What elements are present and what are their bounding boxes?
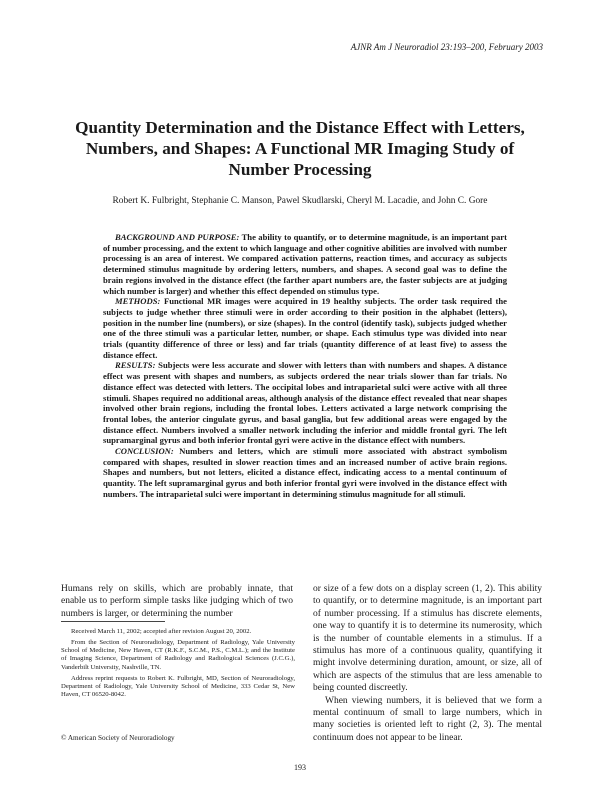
- page-number: 193: [294, 763, 306, 772]
- abstract-conclusion-text: Numbers and letters, which are stimuli more associated with abstract symbolism compared with shapes, resulted in slower reaction times and an increased number of active brain regions. Shapes and numbers, but not letters, elicited a distance effect, indicating access to a mental continuum of quantity. The left supramarginal gyrus and both inferior frontal gyri were involved in the distance effect with numbers. The intraparietal sulci were important in determining stimulus magnitude for all stimuli.: [103, 446, 507, 499]
- abstract-background-label: BACKGROUND AND PURPOSE:: [115, 232, 240, 242]
- abstract-conclusion-label: CONCLUSION:: [115, 446, 174, 457]
- abstract-methods-label: METHODS:: [115, 296, 161, 307]
- abstract-methods: [103, 296, 507, 360]
- body-paragraph: or size of a few dots on a display screen (1, 2). This ability to quantify, or to determine magnitude, is an important part of number processing. If a stimulus has discrete elements, one way to quantify it is to determine its numerosity, which is the number of countable elements in a stimulus. If a stimulus has more of a continuous quality, quantifying it might involve determining duration, amount, or size, all of which are aspects of the stimulus that are less amenable to being counted discreetly.: [313, 584, 542, 694]
- abstract-conclusion: [103, 446, 507, 500]
- abstract-results: [103, 360, 507, 446]
- footnote-received: Received March 11, 2002; accepted after revision August 20, 2002.: [71, 628, 252, 635]
- intro-paragraph: Humans rely on skills, which are probably innate, that enable us to perform simple tasks like judging which of two numbers is larger, or determining the number: [61, 584, 293, 619]
- abstract-background: [103, 232, 507, 296]
- abstract-results-text: Subjects were less accurate and slower with letters than with numbers and shapes. A distance effect was present with shapes and numbers, as subjects ordered the near trials slower than far trials. No distance effect was detected with letters. The occipital lobes and intraparietal sulci were active with all three stimuli. Shapes required no additional areas, although analysis of the distance effect revealed that near shapes involved other brain regions, including the frontal lobes. Letters activated a large network comprising the frontal lobes, the anterior cingulate gyrus, and basal ganglia, but few additional areas were engaged by the distance effect. Numbers involved a smaller network including the inferior and middle frontal gyri. The left supramarginal gyrus and both inferior frontal gyri were active in the distance effect with numbers.: [103, 360, 507, 446]
- footnotes: [61, 628, 295, 702]
- abstract-background-text: The ability to quantify, or to determine magnitude, is an important part of number processing, and the extent to which language and other cognitive abilities are involved with number processing is an area of interest. We compared activation patterns, reaction times, and accuracy as subjects determined stimulus magnitude by ordering letters, numbers, and shapes. A second goal was to define the brain regions involved in the distance effect (the farther apart numbers are, the faster subjects are at judging which number is larger) and whether this effect depended on stimulus type.: [103, 232, 508, 296]
- body-column-right: [313, 583, 542, 744]
- abstract-methods-text: Functional MR images were acquired in 19 healthy subjects. The order task required the subjects to judge whether three stimuli were in order according to their position in the alphabet (letters), position in the number line (numbers), or size (shapes). In the control (identify task), subjects judged whether one of the three stimuli was a particular letter, number, or shape. Each stimulus type was divided into near trials (quantity difference of three or less) and far trials (quantity difference of at least five) to assess the distance effect.: [103, 296, 507, 360]
- copyright-notice: © American Society of Neuroradiology: [61, 734, 175, 742]
- journal-citation: AJNR Am J Neuroradiol 23:193–200, February 2003: [350, 42, 543, 52]
- abstract: [103, 232, 507, 500]
- body-column-left: [61, 583, 293, 620]
- body-paragraph: When viewing numbers, it is believed that we form a mental continuum of small to large numbers, which in many societies is oriented left to right (2, 3). The mental continuum does not appear to be linear.: [313, 695, 542, 743]
- author-list: Robert K. Fulbright, Stephanie C. Manson, Pawel Skudlarski, Cheryl M. Lacadie, and John C. Gore: [112, 196, 488, 206]
- footnote-divider: [61, 621, 165, 622]
- footnote-reprints: Address reprint requests to Robert K. Fulbright, MD, Section of Neuroradiology, Department of Radiology, Yale University School of Medicine, 333 Cedar St, New Haven, CT 06520-8042.: [61, 674, 295, 699]
- abstract-results-label: RESULTS:: [115, 360, 156, 371]
- footnote-affiliations: From the Section of Neuroradiology, Department of Radiology, Yale University School of Medicine, New Haven, CT (R.K.F., S.C.M., P.S., C.M.L.); and the Institute of Imaging Science, Department of Radiology and Radiological Sciences (J.C.G.), Vanderbilt University, Nashville, TN.: [61, 638, 295, 671]
- article-title: Quantity Determination and the Distance Effect with Letters, Numbers, and Shapes: A Functional MR Imaging Study of Number Processing: [75, 118, 525, 179]
